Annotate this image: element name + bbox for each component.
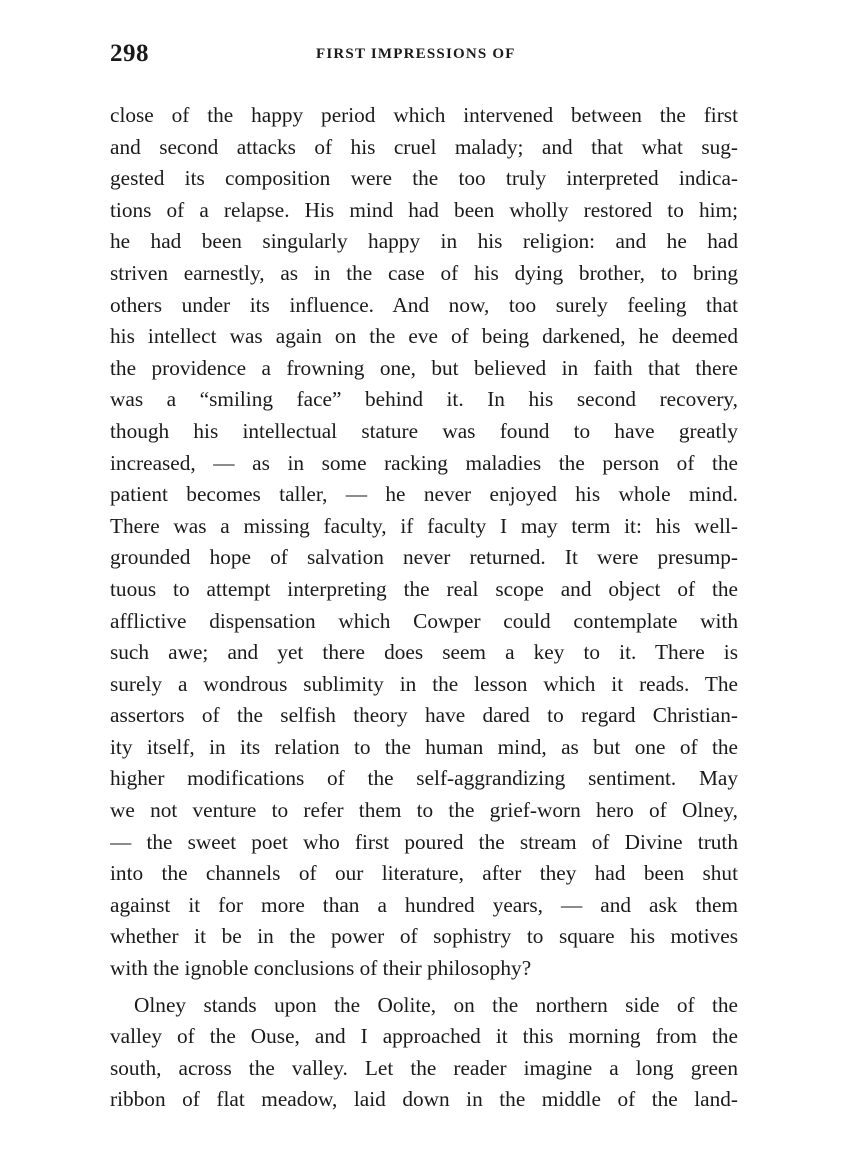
text-line: — the sweet poet who first poured the stream of Divine truth: [110, 829, 738, 854]
text-line: striven earnestly, as in the case of his dying brother, to bring: [110, 260, 738, 285]
text-line: whether it be in the power of sophistry to square his motives: [110, 924, 738, 949]
paragraph: [110, 100, 738, 985]
text-line: higher modifications of the self-aggrandizing sentiment. May: [110, 766, 738, 791]
page-number: 298: [110, 40, 149, 67]
text-line: others under its influence. And now, too surely feeling that: [110, 292, 738, 317]
paragraph: [110, 990, 738, 1116]
text-line: we not venture to refer them to the grief-worn hero of Olney,: [110, 798, 738, 823]
running-title: FIRST IMPRESSIONS OF: [316, 46, 516, 62]
text-line: There was a missing faculty, if faculty I may term it: his well-: [110, 513, 738, 538]
text-line: into the channels of our literature, after they had been shut: [110, 861, 738, 886]
text-line: close of the happy period which intervened between the first: [110, 103, 738, 127]
text-line: valley of the Ouse, and I approached it this morning from the: [110, 1024, 738, 1049]
text-line: tuous to attempt interpreting the real scope and object of the: [110, 576, 738, 601]
text-line: Olney stands upon the Oolite, on the northern side of the: [134, 992, 738, 1017]
text-line: grounded hope of salvation never returned. It were presump-: [110, 545, 738, 570]
text-line: he had been singularly happy in his religion: and he had: [110, 229, 738, 254]
text-line: against it for more than a hundred years, — and ask them: [110, 892, 738, 917]
text-line: surely a wondrous sublimity in the lesson which it reads. The: [110, 671, 738, 696]
text-line: ity itself, in its relation to the human mind, as but one of the: [110, 734, 738, 759]
running-head: [110, 40, 740, 72]
text-line: ribbon of flat meadow, laid down in the middle of the land-: [110, 1087, 738, 1112]
body-text: [110, 100, 738, 1116]
text-line: south, across the valley. Let the reader imagine a long green: [110, 1055, 738, 1080]
text-line: was a “smiling face” behind it. In his second recovery,: [110, 387, 738, 412]
text-line: with the ignoble conclusions of their philosophy?: [110, 956, 532, 981]
text-line: the providence a frowning one, but believed in faith that there: [110, 355, 738, 380]
text-line: patient becomes taller, — he never enjoyed his whole mind.: [110, 482, 738, 507]
text-line: though his intellectual stature was found to have greatly: [110, 418, 738, 443]
text-line: gested its composition were the too truly interpreted indica-: [110, 166, 738, 191]
text-line: such awe; and yet there does seem a key to it. There is: [110, 640, 738, 665]
text-line: and second attacks of his cruel malady; and that what sug-: [110, 134, 738, 159]
text-line: tions of a relapse. His mind had been wholly restored to him;: [110, 197, 738, 222]
text-line: assertors of the selfish theory have dared to regard Christian-: [110, 703, 738, 728]
text-line: afflictive dispensation which Cowper could contemplate with: [110, 608, 738, 633]
text-line: increased, — as in some racking maladies the person of the: [110, 450, 738, 475]
text-line: his intellect was again on the eve of being darkened, he deemed: [110, 324, 738, 349]
